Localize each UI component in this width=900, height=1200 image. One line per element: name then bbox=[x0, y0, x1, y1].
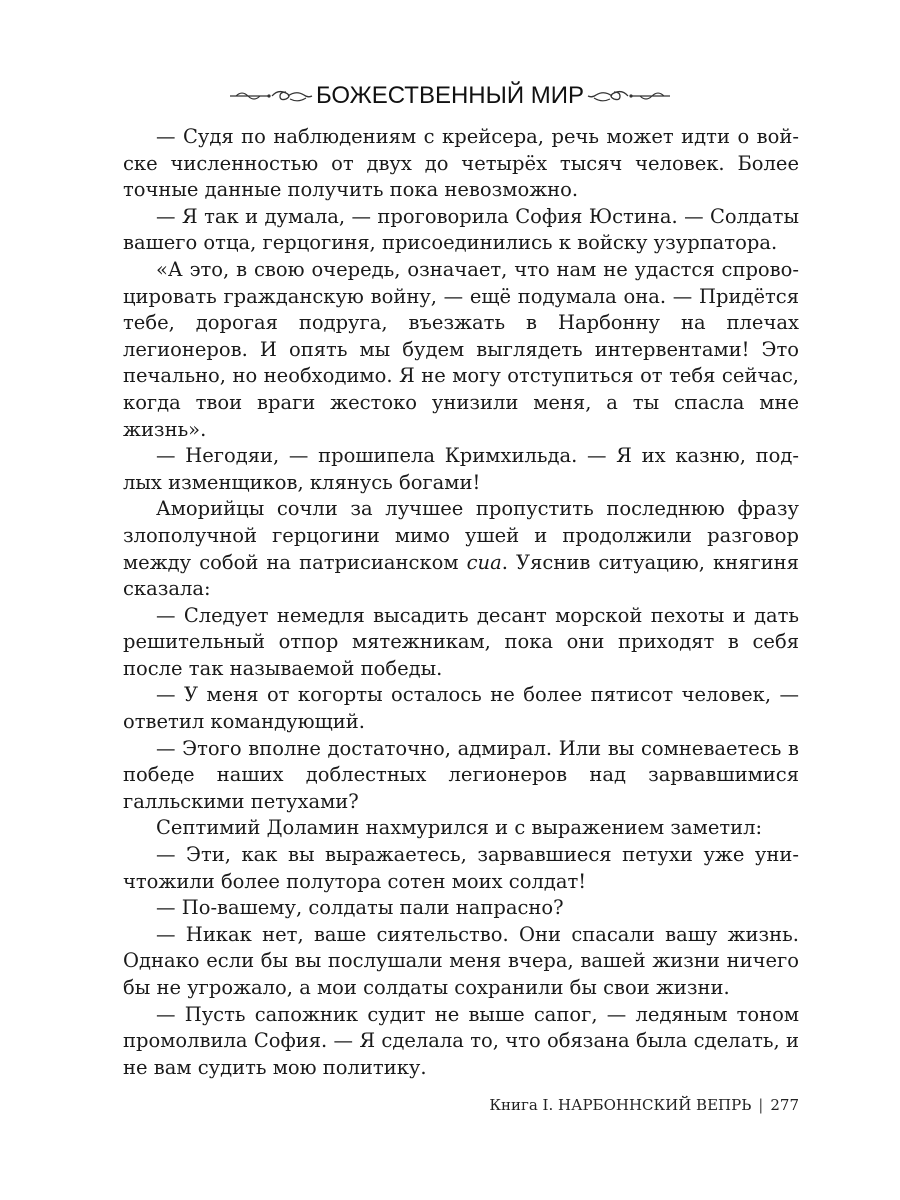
running-footer bbox=[123, 1096, 799, 1114]
paragraph: — Пусть сапожник судит не выше сапог, — ледяным тоном промолвила София. — Я сделала то, что обязана была сделать, и не вам судить мою политику. bbox=[123, 1002, 799, 1079]
paragraph: Септимий Доламин нахмурился и с выражением заметил: bbox=[156, 816, 763, 840]
paragraph: — У меня от когорты осталось не более пятисот человек, — ответил командующий. bbox=[123, 683, 799, 734]
running-header bbox=[0, 80, 900, 112]
paragraph-text-before: Аморийцы сочли за лучшее пропустить последнюю фразу злополучной герцогини мимо ушей и продолжили разговор между собой на патрисианском bbox=[123, 497, 799, 574]
page-number: 277 bbox=[770, 1096, 799, 1114]
paragraph-patrician bbox=[123, 496, 799, 602]
body-text bbox=[123, 124, 799, 1081]
paragraph: — Никак нет, ваше сиятельство. Они спасали вашу жизнь. Однако если бы вы послушали меня вчера, вашей жизни ничего бы не угрожало, а мои солдаты сохранили бы свои жизни. bbox=[123, 922, 799, 999]
paragraph: «А это, в свою очередь, означает, что нам не удастся спровоцировать гражданскую войну, — ещё подумала она. — Придётся тебе, дорогая подруга, въезжать в Нарбонну на плечах легионеров. И опять мы будем выглядеть интервентами! Это печально, но необходимо. Я не могу отступиться от тебя сейчас, когда твои враги жестоко унизили меня, а ты спасла мне жизнь». bbox=[123, 257, 799, 441]
ornament-flourish-left-icon bbox=[228, 87, 314, 105]
paragraph: — Этого вполне достаточно, адмирал. Или вы сомневаетесь в победе наших доблестных легионеров над зарвавшимися галльскими петухами? bbox=[123, 736, 799, 813]
paragraph: — Я так и думала, — проговорила София Юстина. — Солдаты вашего отца, герцогиня, присоединились к войску узурпатора. bbox=[123, 204, 799, 255]
paragraph: — Эти, как вы выражаетесь, зарвавшиеся петухи уже уничтожили более полутора сотен моих солдат! bbox=[123, 843, 799, 893]
paragraph: — По-вашему, солдаты пали напрасно? bbox=[156, 896, 564, 920]
paragraph-text-after: . Уяснив ситуацию, княгиня сказала: bbox=[123, 550, 799, 601]
ornament-flourish-right-icon bbox=[586, 87, 672, 105]
paragraph: — Негодяи, — прошипела Кримхильда. — Я их казню, подлых изменщиков, клянусь богами! bbox=[123, 444, 799, 494]
footer-separator: | bbox=[758, 1096, 764, 1114]
footer-book-title: Книга I. НАРБОННСКИЙ ВЕПРЬ bbox=[489, 1096, 752, 1114]
paragraph: — Следует немедля высадить десант морской пехоты и дать решительный отпор мятежникам, пока они приходят в себя после так называемой победы. bbox=[123, 603, 799, 680]
running-header-title: БОЖЕСТВЕННЫЙ МИР bbox=[315, 82, 585, 109]
running-header-inner bbox=[228, 84, 672, 108]
paragraph: — Судя по наблюдениям с крейсера, речь может идти о войске численностью от двух до четырёх тысяч человек. Более точные данные получить пока невозможно. bbox=[123, 125, 799, 202]
italic-word-sia: сиа bbox=[466, 550, 502, 574]
